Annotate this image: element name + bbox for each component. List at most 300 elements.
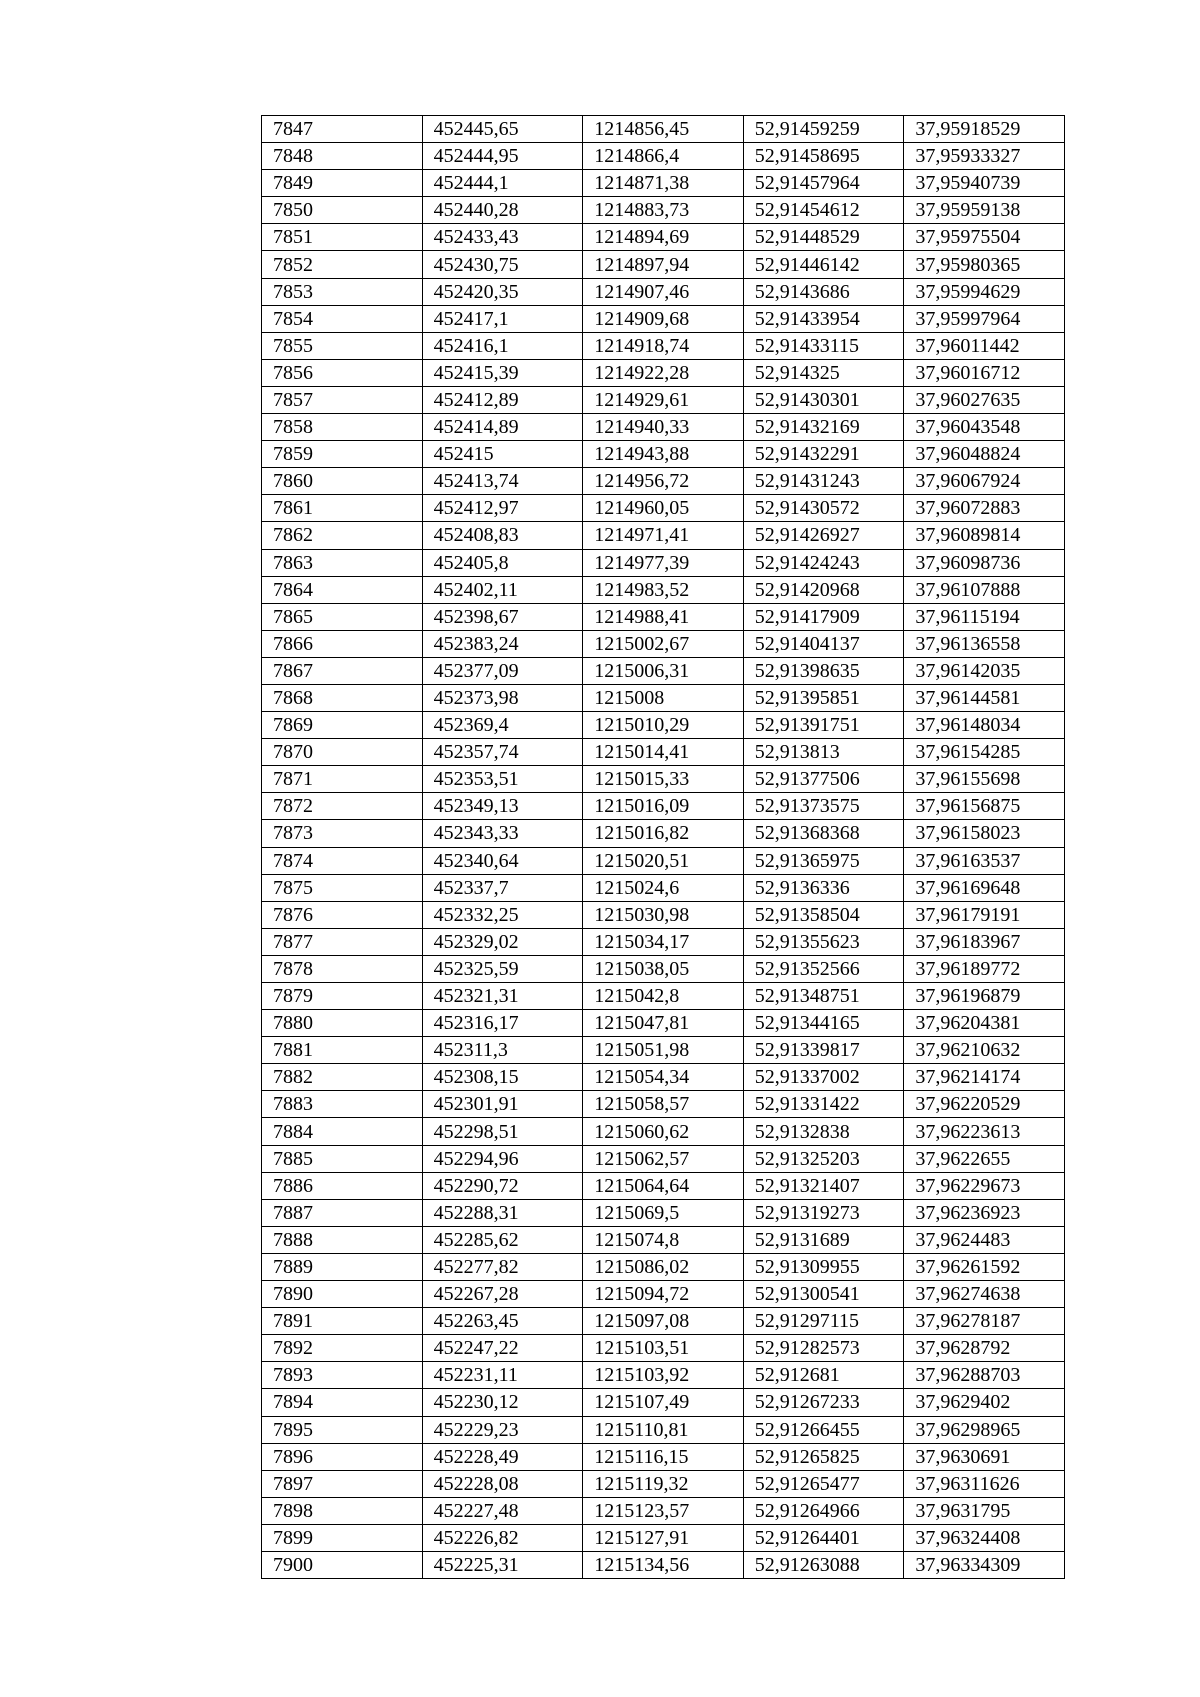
latitude-cell: 52,91264401: [743, 1524, 904, 1551]
table-row: [262, 1037, 1065, 1064]
longitude-cell: 37,96067924: [904, 468, 1065, 495]
y-coordinate-cell: 1215015,33: [583, 766, 744, 793]
latitude-cell: 52,91430572: [743, 495, 904, 522]
point-number-cell: 7885: [262, 1145, 423, 1172]
table-row: [262, 116, 1065, 143]
table-row: [262, 630, 1065, 657]
y-coordinate-cell: 1215062,57: [583, 1145, 744, 1172]
y-coordinate-cell: 1215002,67: [583, 630, 744, 657]
longitude-cell: 37,96179191: [904, 901, 1065, 928]
longitude-cell: 37,96229673: [904, 1172, 1065, 1199]
x-coordinate-cell: 452325,59: [422, 955, 583, 982]
table-row: [262, 983, 1065, 1010]
latitude-cell: 52,91459259: [743, 116, 904, 143]
y-coordinate-cell: 1214897,94: [583, 251, 744, 278]
y-coordinate-cell: 1215016,82: [583, 820, 744, 847]
x-coordinate-cell: 452416,1: [422, 332, 583, 359]
longitude-cell: 37,96163537: [904, 847, 1065, 874]
table-row: [262, 847, 1065, 874]
latitude-cell: 52,91377506: [743, 766, 904, 793]
x-coordinate-cell: 452405,8: [422, 549, 583, 576]
table-row: [262, 928, 1065, 955]
point-number-cell: 7860: [262, 468, 423, 495]
x-coordinate-cell: 452369,4: [422, 712, 583, 739]
longitude-cell: 37,96011442: [904, 332, 1065, 359]
x-coordinate-cell: 452412,89: [422, 386, 583, 413]
longitude-cell: 37,96311626: [904, 1470, 1065, 1497]
point-number-cell: 7857: [262, 386, 423, 413]
longitude-cell: 37,96204381: [904, 1010, 1065, 1037]
table-row: [262, 386, 1065, 413]
table-row: [262, 1497, 1065, 1524]
y-coordinate-cell: 1215008: [583, 684, 744, 711]
y-coordinate-cell: 1214871,38: [583, 170, 744, 197]
longitude-cell: 37,96334309: [904, 1551, 1065, 1578]
table-row: [262, 1308, 1065, 1335]
y-coordinate-cell: 1214940,33: [583, 414, 744, 441]
longitude-cell: 37,96261592: [904, 1253, 1065, 1280]
y-coordinate-cell: 1215060,62: [583, 1118, 744, 1145]
y-coordinate-cell: 1214883,73: [583, 197, 744, 224]
point-number-cell: 7884: [262, 1118, 423, 1145]
x-coordinate-cell: 452332,25: [422, 901, 583, 928]
y-coordinate-cell: 1215123,57: [583, 1497, 744, 1524]
y-coordinate-cell: 1214909,68: [583, 305, 744, 332]
x-coordinate-cell: 452298,51: [422, 1118, 583, 1145]
point-number-cell: 7899: [262, 1524, 423, 1551]
longitude-cell: 37,96158023: [904, 820, 1065, 847]
latitude-cell: 52,91420968: [743, 576, 904, 603]
x-coordinate-cell: 452445,65: [422, 116, 583, 143]
latitude-cell: 52,91431243: [743, 468, 904, 495]
x-coordinate-cell: 452440,28: [422, 197, 583, 224]
x-coordinate-cell: 452414,89: [422, 414, 583, 441]
latitude-cell: 52,91454612: [743, 197, 904, 224]
latitude-cell: 52,91297115: [743, 1308, 904, 1335]
y-coordinate-cell: 1215024,6: [583, 874, 744, 901]
longitude-cell: 37,96274638: [904, 1281, 1065, 1308]
y-coordinate-cell: 1215034,17: [583, 928, 744, 955]
y-coordinate-cell: 1215103,92: [583, 1362, 744, 1389]
y-coordinate-cell: 1215058,57: [583, 1091, 744, 1118]
x-coordinate-cell: 452373,98: [422, 684, 583, 711]
latitude-cell: 52,91266455: [743, 1416, 904, 1443]
y-coordinate-cell: 1215042,8: [583, 983, 744, 1010]
point-number-cell: 7874: [262, 847, 423, 874]
y-coordinate-cell: 1215097,08: [583, 1308, 744, 1335]
point-number-cell: 7897: [262, 1470, 423, 1497]
longitude-cell: 37,95994629: [904, 278, 1065, 305]
x-coordinate-cell: 452430,75: [422, 251, 583, 278]
latitude-cell: 52,91373575: [743, 793, 904, 820]
latitude-cell: 52,91352566: [743, 955, 904, 982]
y-coordinate-cell: 1214907,46: [583, 278, 744, 305]
table-row: [262, 251, 1065, 278]
latitude-cell: 52,91457964: [743, 170, 904, 197]
x-coordinate-cell: 452383,24: [422, 630, 583, 657]
x-coordinate-cell: 452402,11: [422, 576, 583, 603]
table-row: [262, 549, 1065, 576]
latitude-cell: 52,91433115: [743, 332, 904, 359]
table-row: [262, 305, 1065, 332]
table-row: [262, 766, 1065, 793]
table-row: [262, 359, 1065, 386]
x-coordinate-cell: 452353,51: [422, 766, 583, 793]
latitude-cell: 52,9131689: [743, 1226, 904, 1253]
y-coordinate-cell: 1214929,61: [583, 386, 744, 413]
point-number-cell: 7889: [262, 1253, 423, 1280]
longitude-cell: 37,96144581: [904, 684, 1065, 711]
point-number-cell: 7887: [262, 1199, 423, 1226]
y-coordinate-cell: 1215051,98: [583, 1037, 744, 1064]
latitude-cell: 52,91432291: [743, 441, 904, 468]
table-row: [262, 657, 1065, 684]
latitude-cell: 52,9136336: [743, 874, 904, 901]
table-row: [262, 901, 1065, 928]
latitude-cell: 52,91417909: [743, 603, 904, 630]
point-number-cell: 7891: [262, 1308, 423, 1335]
x-coordinate-cell: 452267,28: [422, 1281, 583, 1308]
y-coordinate-cell: 1215119,32: [583, 1470, 744, 1497]
x-coordinate-cell: 452277,82: [422, 1253, 583, 1280]
longitude-cell: 37,96089814: [904, 522, 1065, 549]
y-coordinate-cell: 1214988,41: [583, 603, 744, 630]
y-coordinate-cell: 1214977,39: [583, 549, 744, 576]
latitude-cell: 52,91267233: [743, 1389, 904, 1416]
y-coordinate-cell: 1214983,52: [583, 576, 744, 603]
longitude-cell: 37,9622655: [904, 1145, 1065, 1172]
point-number-cell: 7855: [262, 332, 423, 359]
x-coordinate-cell: 452417,1: [422, 305, 583, 332]
y-coordinate-cell: 1214943,88: [583, 441, 744, 468]
longitude-cell: 37,96288703: [904, 1362, 1065, 1389]
longitude-cell: 37,9628792: [904, 1335, 1065, 1362]
latitude-cell: 52,91264966: [743, 1497, 904, 1524]
point-number-cell: 7877: [262, 928, 423, 955]
point-number-cell: 7859: [262, 441, 423, 468]
table-row: [262, 468, 1065, 495]
longitude-cell: 37,96220529: [904, 1091, 1065, 1118]
table-row: [262, 170, 1065, 197]
latitude-cell: 52,91424243: [743, 549, 904, 576]
table-row: [262, 197, 1065, 224]
y-coordinate-cell: 1214856,45: [583, 116, 744, 143]
longitude-cell: 37,96027635: [904, 386, 1065, 413]
point-number-cell: 7893: [262, 1362, 423, 1389]
y-coordinate-cell: 1215014,41: [583, 739, 744, 766]
point-number-cell: 7886: [262, 1172, 423, 1199]
table-row: [262, 1470, 1065, 1497]
longitude-cell: 37,95997964: [904, 305, 1065, 332]
latitude-cell: 52,91368368: [743, 820, 904, 847]
longitude-cell: 37,96115194: [904, 603, 1065, 630]
y-coordinate-cell: 1215094,72: [583, 1281, 744, 1308]
latitude-cell: 52,91391751: [743, 712, 904, 739]
longitude-cell: 37,9624483: [904, 1226, 1065, 1253]
point-number-cell: 7873: [262, 820, 423, 847]
table-row: [262, 576, 1065, 603]
y-coordinate-cell: 1215016,09: [583, 793, 744, 820]
longitude-cell: 37,96214174: [904, 1064, 1065, 1091]
x-coordinate-cell: 452357,74: [422, 739, 583, 766]
longitude-cell: 37,96298965: [904, 1416, 1065, 1443]
x-coordinate-cell: 452377,09: [422, 657, 583, 684]
point-number-cell: 7880: [262, 1010, 423, 1037]
y-coordinate-cell: 1215127,91: [583, 1524, 744, 1551]
x-coordinate-cell: 452311,3: [422, 1037, 583, 1064]
latitude-cell: 52,91300541: [743, 1281, 904, 1308]
y-coordinate-cell: 1214922,28: [583, 359, 744, 386]
table-row: [262, 522, 1065, 549]
table-row: [262, 1118, 1065, 1145]
latitude-cell: 52,91404137: [743, 630, 904, 657]
table-row: [262, 1253, 1065, 1280]
point-number-cell: 7868: [262, 684, 423, 711]
y-coordinate-cell: 1215069,5: [583, 1199, 744, 1226]
x-coordinate-cell: 452230,12: [422, 1389, 583, 1416]
x-coordinate-cell: 452228,49: [422, 1443, 583, 1470]
table-row: [262, 1226, 1065, 1253]
point-number-cell: 7865: [262, 603, 423, 630]
y-coordinate-cell: 1215020,51: [583, 847, 744, 874]
y-coordinate-cell: 1214918,74: [583, 332, 744, 359]
longitude-cell: 37,96043548: [904, 414, 1065, 441]
latitude-cell: 52,91321407: [743, 1172, 904, 1199]
y-coordinate-cell: 1214894,69: [583, 224, 744, 251]
point-number-cell: 7876: [262, 901, 423, 928]
x-coordinate-cell: 452231,11: [422, 1362, 583, 1389]
table-row: [262, 1145, 1065, 1172]
x-coordinate-cell: 452444,1: [422, 170, 583, 197]
point-number-cell: 7875: [262, 874, 423, 901]
x-coordinate-cell: 452229,23: [422, 1416, 583, 1443]
x-coordinate-cell: 452225,31: [422, 1551, 583, 1578]
point-number-cell: 7851: [262, 224, 423, 251]
latitude-cell: 52,91358504: [743, 901, 904, 928]
x-coordinate-cell: 452408,83: [422, 522, 583, 549]
point-number-cell: 7892: [262, 1335, 423, 1362]
latitude-cell: 52,91433954: [743, 305, 904, 332]
table-row: [262, 1091, 1065, 1118]
latitude-cell: 52,91458695: [743, 143, 904, 170]
latitude-cell: 52,91448529: [743, 224, 904, 251]
latitude-cell: 52,91331422: [743, 1091, 904, 1118]
longitude-cell: 37,96236923: [904, 1199, 1065, 1226]
latitude-cell: 52,91344165: [743, 1010, 904, 1037]
longitude-cell: 37,96136558: [904, 630, 1065, 657]
x-coordinate-cell: 452288,31: [422, 1199, 583, 1226]
point-number-cell: 7894: [262, 1389, 423, 1416]
point-number-cell: 7879: [262, 983, 423, 1010]
latitude-cell: 52,91319273: [743, 1199, 904, 1226]
point-number-cell: 7864: [262, 576, 423, 603]
table-row: [262, 955, 1065, 982]
longitude-cell: 37,95940739: [904, 170, 1065, 197]
y-coordinate-cell: 1215107,49: [583, 1389, 744, 1416]
point-number-cell: 7858: [262, 414, 423, 441]
latitude-cell: 52,91398635: [743, 657, 904, 684]
point-number-cell: 7896: [262, 1443, 423, 1470]
point-number-cell: 7852: [262, 251, 423, 278]
longitude-cell: 37,95980365: [904, 251, 1065, 278]
table-row: [262, 1443, 1065, 1470]
longitude-cell: 37,9629402: [904, 1389, 1065, 1416]
y-coordinate-cell: 1215054,34: [583, 1064, 744, 1091]
y-coordinate-cell: 1214866,4: [583, 143, 744, 170]
table-row: [262, 684, 1065, 711]
latitude-cell: 52,91426927: [743, 522, 904, 549]
table-row: [262, 1389, 1065, 1416]
table-row: [262, 1010, 1065, 1037]
table-row: [262, 224, 1065, 251]
x-coordinate-cell: 452321,31: [422, 983, 583, 1010]
x-coordinate-cell: 452301,91: [422, 1091, 583, 1118]
longitude-cell: 37,96142035: [904, 657, 1065, 684]
latitude-cell: 52,91265825: [743, 1443, 904, 1470]
y-coordinate-cell: 1215047,81: [583, 1010, 744, 1037]
y-coordinate-cell: 1215116,15: [583, 1443, 744, 1470]
longitude-cell: 37,96148034: [904, 712, 1065, 739]
latitude-cell: 52,91430301: [743, 386, 904, 413]
point-number-cell: 7869: [262, 712, 423, 739]
longitude-cell: 37,96155698: [904, 766, 1065, 793]
x-coordinate-cell: 452227,48: [422, 1497, 583, 1524]
point-number-cell: 7847: [262, 116, 423, 143]
table-row: [262, 1551, 1065, 1578]
latitude-cell: 52,91446142: [743, 251, 904, 278]
y-coordinate-cell: 1214971,41: [583, 522, 744, 549]
x-coordinate-cell: 452294,96: [422, 1145, 583, 1172]
point-number-cell: 7871: [262, 766, 423, 793]
x-coordinate-cell: 452329,02: [422, 928, 583, 955]
x-coordinate-cell: 452398,67: [422, 603, 583, 630]
table-row: [262, 1335, 1065, 1362]
x-coordinate-cell: 452433,43: [422, 224, 583, 251]
table-row: [262, 874, 1065, 901]
table-row: [262, 820, 1065, 847]
table-row: [262, 739, 1065, 766]
point-number-cell: 7848: [262, 143, 423, 170]
x-coordinate-cell: 452247,22: [422, 1335, 583, 1362]
longitude-cell: 37,9630691: [904, 1443, 1065, 1470]
coordinates-table: [261, 115, 1065, 1579]
longitude-cell: 37,95975504: [904, 224, 1065, 251]
table-row: [262, 1064, 1065, 1091]
table-row: [262, 1416, 1065, 1443]
point-number-cell: 7883: [262, 1091, 423, 1118]
x-coordinate-cell: 452413,74: [422, 468, 583, 495]
point-number-cell: 7867: [262, 657, 423, 684]
point-number-cell: 7898: [262, 1497, 423, 1524]
latitude-cell: 52,91337002: [743, 1064, 904, 1091]
table-row: [262, 1524, 1065, 1551]
latitude-cell: 52,91265477: [743, 1470, 904, 1497]
x-coordinate-cell: 452337,7: [422, 874, 583, 901]
longitude-cell: 37,96210632: [904, 1037, 1065, 1064]
latitude-cell: 52,91355623: [743, 928, 904, 955]
y-coordinate-cell: 1215006,31: [583, 657, 744, 684]
point-number-cell: 7863: [262, 549, 423, 576]
latitude-cell: 52,91348751: [743, 983, 904, 1010]
longitude-cell: 37,96324408: [904, 1524, 1065, 1551]
longitude-cell: 37,96072883: [904, 495, 1065, 522]
longitude-cell: 37,96169648: [904, 874, 1065, 901]
longitude-cell: 37,96156875: [904, 793, 1065, 820]
x-coordinate-cell: 452340,64: [422, 847, 583, 874]
table-row: [262, 495, 1065, 522]
latitude-cell: 52,91339817: [743, 1037, 904, 1064]
latitude-cell: 52,91309955: [743, 1253, 904, 1280]
latitude-cell: 52,91325203: [743, 1145, 904, 1172]
point-number-cell: 7878: [262, 955, 423, 982]
latitude-cell: 52,9132838: [743, 1118, 904, 1145]
longitude-cell: 37,96189772: [904, 955, 1065, 982]
x-coordinate-cell: 452228,08: [422, 1470, 583, 1497]
latitude-cell: 52,91365975: [743, 847, 904, 874]
point-number-cell: 7872: [262, 793, 423, 820]
x-coordinate-cell: 452290,72: [422, 1172, 583, 1199]
y-coordinate-cell: 1215086,02: [583, 1253, 744, 1280]
point-number-cell: 7895: [262, 1416, 423, 1443]
longitude-cell: 37,96048824: [904, 441, 1065, 468]
point-number-cell: 7861: [262, 495, 423, 522]
latitude-cell: 52,91395851: [743, 684, 904, 711]
coordinates-table-body: [262, 116, 1065, 1579]
table-row: [262, 414, 1065, 441]
longitude-cell: 37,96223613: [904, 1118, 1065, 1145]
longitude-cell: 37,96098736: [904, 549, 1065, 576]
latitude-cell: 52,91282573: [743, 1335, 904, 1362]
longitude-cell: 37,96183967: [904, 928, 1065, 955]
x-coordinate-cell: 452412,97: [422, 495, 583, 522]
latitude-cell: 52,912681: [743, 1362, 904, 1389]
point-number-cell: 7853: [262, 278, 423, 305]
longitude-cell: 37,9631795: [904, 1497, 1065, 1524]
longitude-cell: 37,95959138: [904, 197, 1065, 224]
x-coordinate-cell: 452226,82: [422, 1524, 583, 1551]
table-row: [262, 1362, 1065, 1389]
latitude-cell: 52,91432169: [743, 414, 904, 441]
x-coordinate-cell: 452316,17: [422, 1010, 583, 1037]
table-row: [262, 1281, 1065, 1308]
point-number-cell: 7881: [262, 1037, 423, 1064]
point-number-cell: 7854: [262, 305, 423, 332]
x-coordinate-cell: 452444,95: [422, 143, 583, 170]
x-coordinate-cell: 452343,33: [422, 820, 583, 847]
x-coordinate-cell: 452415,39: [422, 359, 583, 386]
longitude-cell: 37,96016712: [904, 359, 1065, 386]
point-number-cell: 7882: [262, 1064, 423, 1091]
latitude-cell: 52,91263088: [743, 1551, 904, 1578]
longitude-cell: 37,96278187: [904, 1308, 1065, 1335]
x-coordinate-cell: 452349,13: [422, 793, 583, 820]
y-coordinate-cell: 1215134,56: [583, 1551, 744, 1578]
y-coordinate-cell: 1214960,05: [583, 495, 744, 522]
point-number-cell: 7890: [262, 1281, 423, 1308]
table-row: [262, 1172, 1065, 1199]
y-coordinate-cell: 1214956,72: [583, 468, 744, 495]
x-coordinate-cell: 452263,45: [422, 1308, 583, 1335]
longitude-cell: 37,96196879: [904, 983, 1065, 1010]
latitude-cell: 52,9143686: [743, 278, 904, 305]
x-coordinate-cell: 452308,15: [422, 1064, 583, 1091]
point-number-cell: 7870: [262, 739, 423, 766]
point-number-cell: 7849: [262, 170, 423, 197]
table-row: [262, 441, 1065, 468]
y-coordinate-cell: 1215010,29: [583, 712, 744, 739]
y-coordinate-cell: 1215064,64: [583, 1172, 744, 1199]
y-coordinate-cell: 1215103,51: [583, 1335, 744, 1362]
